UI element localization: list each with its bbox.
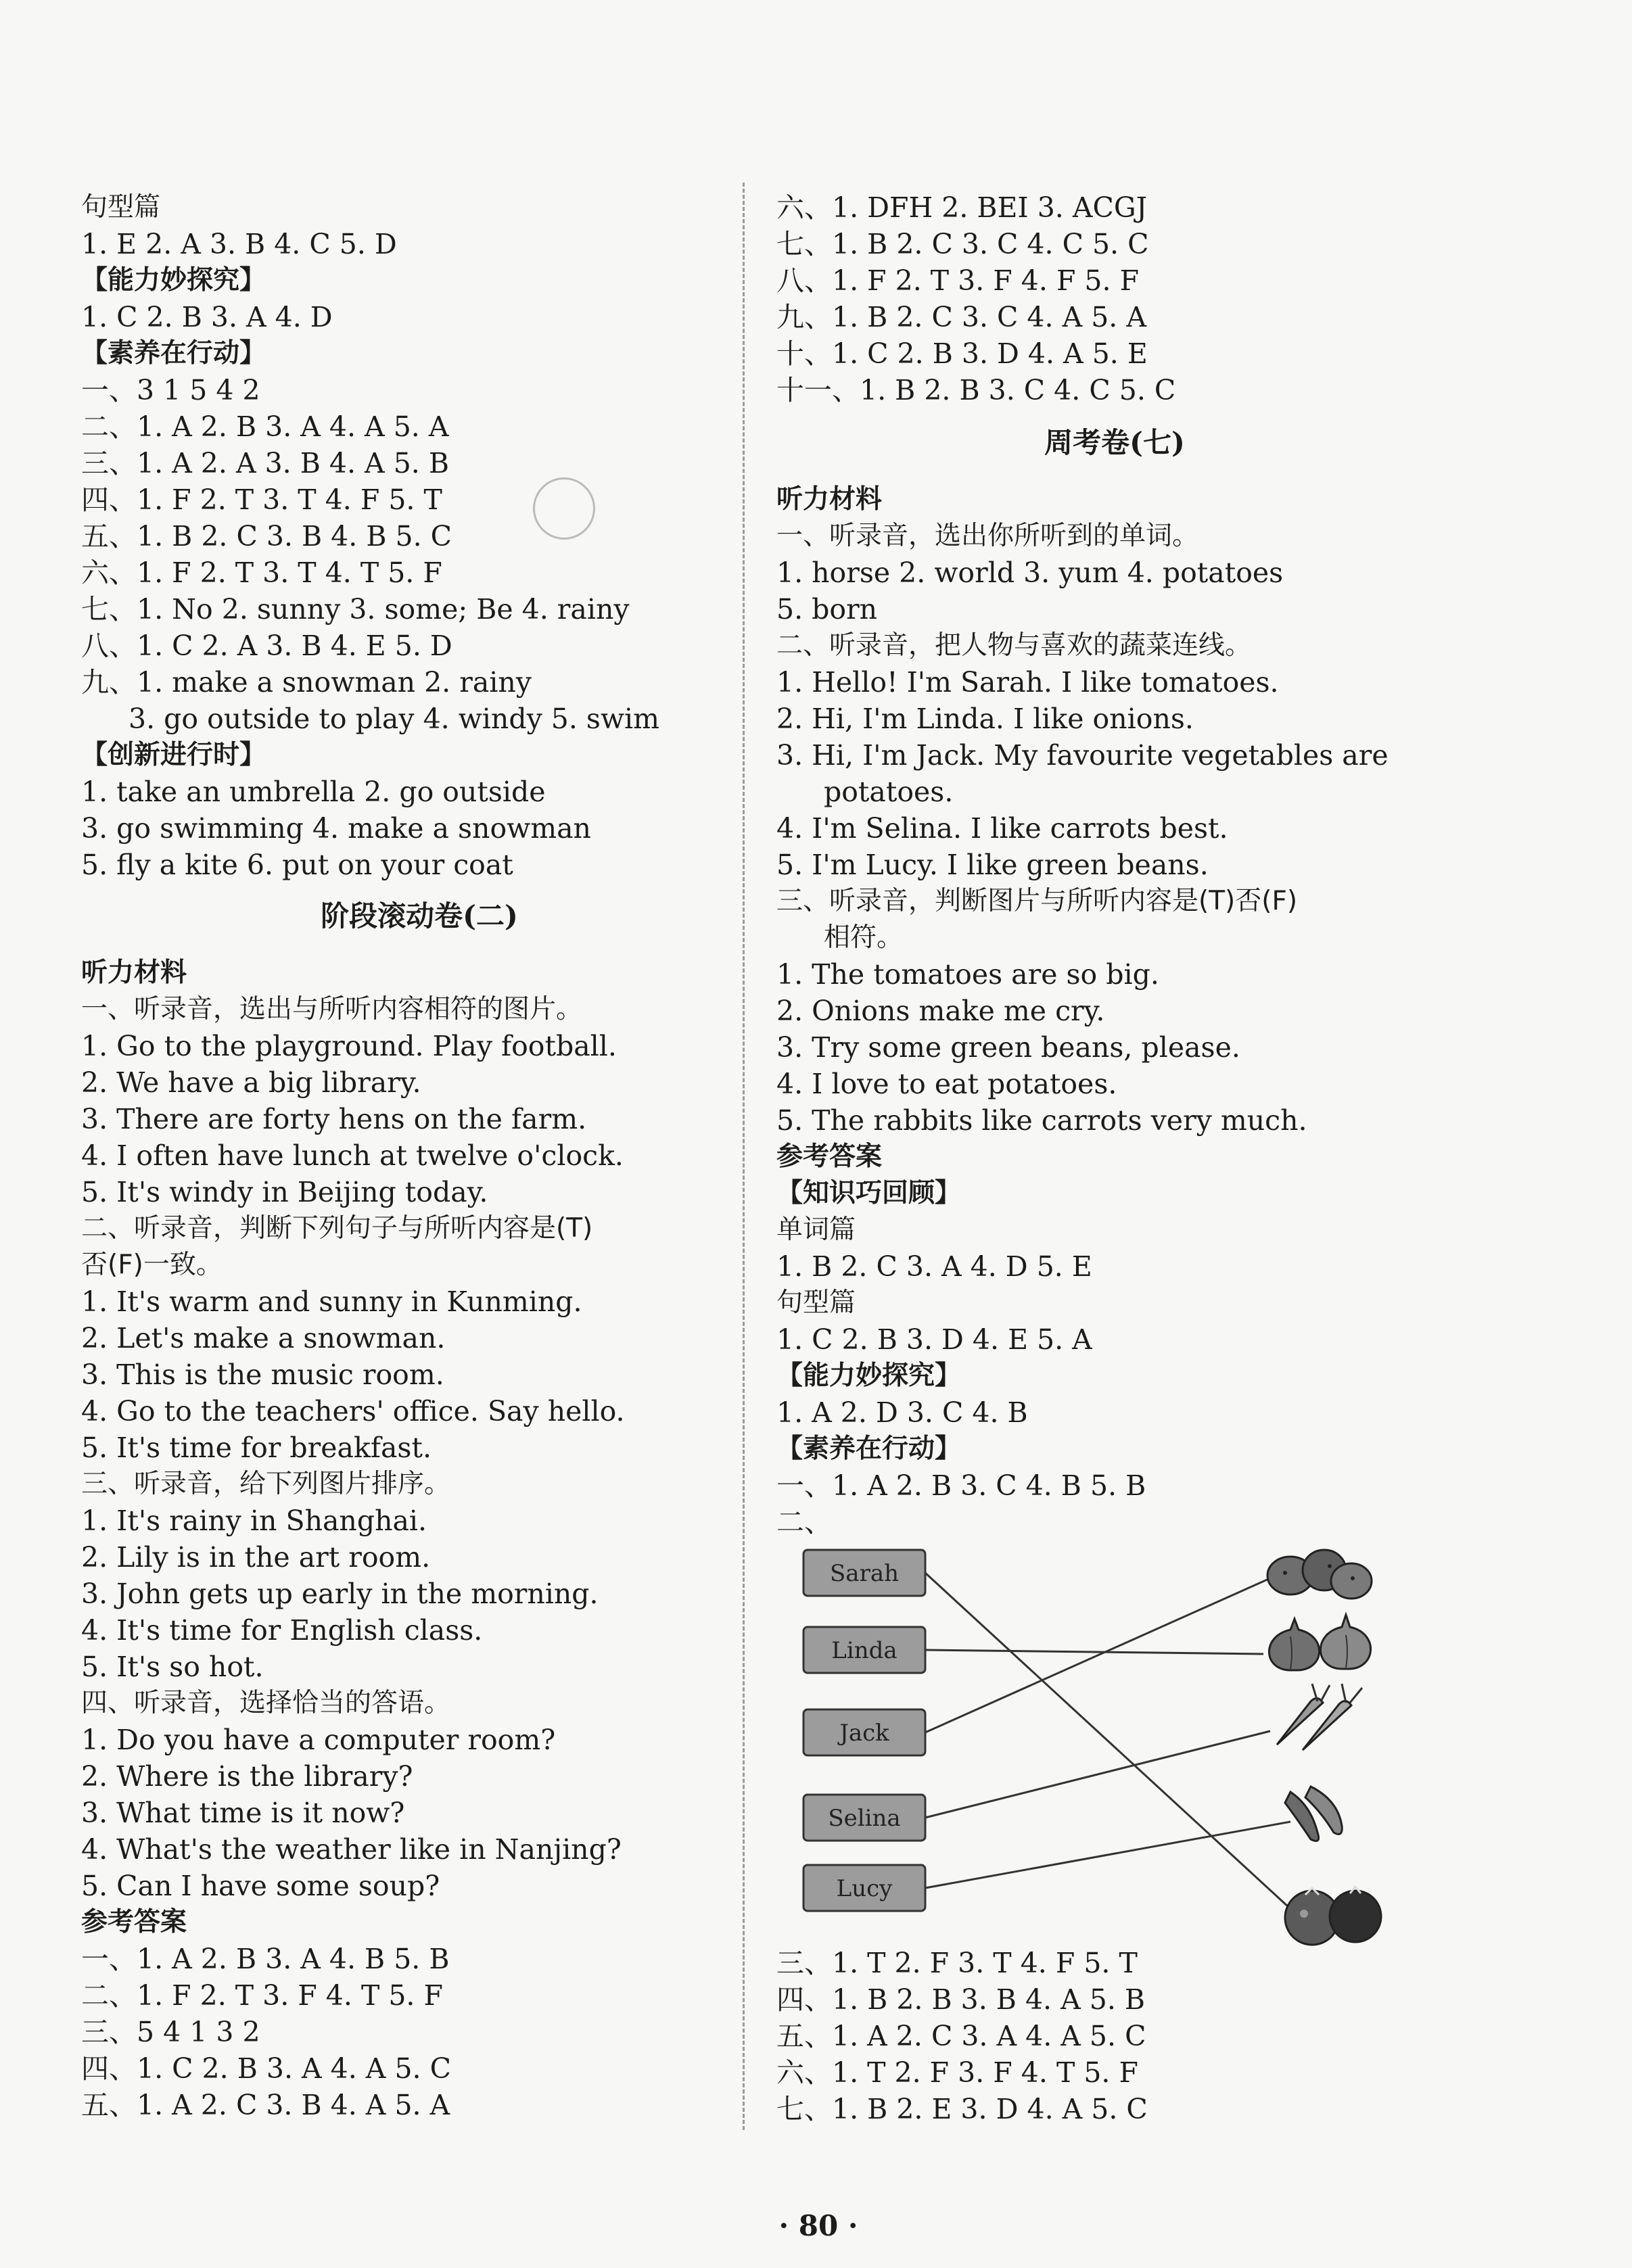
script-line: 1. The tomatoes are so big.	[776, 958, 1159, 991]
section-heading: 参考答案	[776, 1141, 883, 1172]
answer-line: 八、1. C 2. A 3. B 4. E 5. D	[81, 630, 452, 662]
answer-line: 十一、1. B 2. B 3. C 4. C 5. C	[776, 374, 1176, 406]
carrots-icon	[1277, 1684, 1362, 1750]
script-line: 5. It's so hot.	[81, 1651, 264, 1683]
answer-line: 1. C 2. B 3. D 4. E 5. A	[776, 1323, 1092, 1356]
name-label: Linda	[831, 1637, 897, 1664]
potatoes-icon	[1267, 1550, 1372, 1599]
name-label: Lucy	[836, 1875, 893, 1902]
section-heading: 【能力妙探究】	[776, 1361, 962, 1391]
answer-line: 1. E 2. A 3. B 4. C 5. D	[81, 228, 397, 260]
script-line: 3. John gets up early in the morning.	[81, 1578, 599, 1610]
script-line: 2. Where is the library?	[81, 1760, 413, 1793]
script-line: 4. I'm Selina. I like carrots best.	[776, 812, 1228, 845]
answer-line: 5. fly a kite 6. put on your coat	[81, 849, 513, 881]
matching-diagram	[776, 1535, 1426, 1954]
green-beans-icon	[1285, 1787, 1342, 1841]
script-line: 3. There are forty hens on the farm.	[81, 1103, 587, 1135]
answer-line: 一、1. A 2. B 3. C 4. B 5. B	[776, 1469, 1146, 1502]
instruction-line: 三、听录音，给下列图片排序。	[81, 1469, 451, 1499]
instruction-line: 二、听录音，判断下列句子与所听内容是(T)	[81, 1213, 593, 1244]
name-box-jack	[803, 1709, 925, 1755]
section-heading: 听力材料	[81, 958, 187, 988]
answer-line: 四、1. B 2. B 3. B 4. A 5. B	[776, 1983, 1146, 2016]
answer-line: 3. go swimming 4. make a snowman	[81, 812, 591, 845]
answer-line: 七、1. B 2. E 3. D 4. A 5. C	[776, 2093, 1148, 2125]
name-box-linda	[803, 1627, 925, 1673]
test-title: 周考卷(七)	[1044, 426, 1185, 459]
script-line: 5. It's time for breakfast.	[81, 1432, 432, 1464]
section-heading: 听力材料	[776, 484, 883, 515]
answer-line: 九、1. B 2. C 3. C 4. A 5. A	[776, 301, 1146, 333]
script-line: 3. What time is it now?	[81, 1797, 405, 1829]
answer-line: 二、	[776, 1506, 832, 1538]
tomatoes-icon	[1285, 1887, 1381, 1945]
name-label: Sarah	[830, 1560, 899, 1587]
script-line: 2. Lily is in the art room.	[81, 1541, 431, 1574]
answer-line: 七、1. No 2. sunny 3. some; Be 4. rainy	[81, 593, 630, 625]
script-line: 1. Hello! I'm Sarah. I like tomatoes.	[776, 666, 1279, 699]
script-line: 5. The rabbits like carrots very much.	[776, 1104, 1307, 1137]
answer-line: 1. take an umbrella 2. go outside	[81, 776, 546, 808]
section-heading: 【素养在行动】	[81, 338, 266, 369]
answer-line: 五、1. A 2. C 3. A 4. A 5. C	[776, 2020, 1146, 2052]
script-line: 1. Go to the playground. Play football.	[81, 1030, 617, 1062]
answer-line: 五、1. B 2. C 3. B 4. B 5. C	[81, 520, 452, 552]
instruction-line: 相符。	[824, 922, 904, 953]
script-line: 2. Hi, I'm Linda. I like onions.	[776, 703, 1194, 735]
script-line: 4. It's time for English class.	[81, 1614, 483, 1647]
answer-line: 六、1. DFH 2. BEI 3. ACGJ	[776, 191, 1148, 224]
answer-line: 二、1. A 2. B 3. A 4. A 5. A	[81, 410, 449, 443]
script-line: 1. horse 2. world 3. yum 4. potatoes	[776, 557, 1284, 589]
script-line: 2. Let's make a snowman.	[81, 1322, 446, 1354]
answer-line: 八、1. F 2. T 3. F 4. F 5. F	[776, 264, 1140, 297]
section-heading: 【创新进行时】	[81, 740, 266, 770]
instruction-line: 二、听录音，把人物与喜欢的蔬菜连线。	[776, 630, 1252, 661]
answer-line: 三、5 4 1 3 2	[81, 2016, 260, 2048]
name-label: Selina	[828, 1805, 901, 1832]
stamp-mark	[533, 477, 595, 540]
answer-line: 3. go outside to play 4. windy 5. swim	[129, 703, 660, 735]
script-line: 2. Onions make me cry.	[776, 995, 1105, 1027]
onions-icon	[1269, 1615, 1370, 1670]
section-label: 句型篇	[776, 1287, 856, 1318]
answer-line: 七、1. B 2. C 3. C 4. C 5. C	[776, 228, 1149, 260]
answer-line: 六、1. F 2. T 3. T 4. T 5. F	[81, 557, 442, 589]
instruction-line: 一、听录音，选出与所听内容相符的图片。	[81, 994, 583, 1024]
instruction-line: 四、听录音，选择恰当的答语。	[81, 1688, 451, 1718]
script-line: potatoes.	[824, 776, 954, 808]
answer-line: 三、1. A 2. A 3. B 4. A 5. B	[81, 447, 449, 479]
script-line: 3. Try some green beans, please.	[776, 1031, 1240, 1064]
script-line: 4. Go to the teachers' office. Say hello.	[81, 1395, 625, 1427]
script-line: 3. This is the music room.	[81, 1359, 444, 1391]
instruction-line: 三、听录音，判断图片与所听内容是(T)否(F)	[776, 886, 1298, 916]
match-line-sarah	[925, 1573, 1297, 1915]
answer-line: 四、1. C 2. B 3. A 4. A 5. C	[81, 2052, 451, 2085]
column-divider	[743, 183, 745, 2130]
test-title: 阶段滚动卷(二)	[321, 899, 518, 932]
script-line: 5. Can I have some soup?	[81, 1870, 440, 1902]
name-box-sarah	[803, 1550, 925, 1596]
page-number: · 80 ·	[778, 2209, 858, 2242]
match-line-jack	[925, 1578, 1270, 1732]
script-line: 1. Do you have a computer room?	[81, 1724, 556, 1756]
answer-line: 十、1. C 2. B 3. D 4. A 5. E	[776, 337, 1148, 370]
name-box-lucy	[803, 1865, 925, 1911]
script-line: 5. I'm Lucy. I like green beans.	[776, 849, 1209, 881]
script-line: 1. It's rainy in Shanghai.	[81, 1505, 427, 1537]
section-label: 句型篇	[81, 192, 161, 222]
answer-line: 三、1. T 2. F 3. T 4. F 5. T	[776, 1947, 1138, 1979]
match-line-linda	[925, 1650, 1263, 1654]
section-label: 单词篇	[776, 1214, 856, 1245]
script-line: 4. I love to eat potatoes.	[776, 1068, 1117, 1100]
match-line-selina	[925, 1731, 1270, 1818]
section-heading: 【能力妙探究】	[81, 265, 266, 296]
script-line: 4. I often have lunch at twelve o'clock.	[81, 1139, 624, 1172]
answer-line: 一、3 1 5 4 2	[81, 374, 260, 406]
section-heading: 【素养在行动】	[776, 1434, 962, 1464]
name-label: Jack	[839, 1720, 889, 1747]
script-line: 1. It's warm and sunny in Kunming.	[81, 1285, 582, 1318]
name-box-selina	[803, 1795, 925, 1841]
script-line: 3. Hi, I'm Jack. My favourite vegetables are	[776, 739, 1389, 772]
answer-line: 五、1. A 2. C 3. B 4. A 5. A	[81, 2089, 450, 2121]
section-heading: 【知识巧回顾】	[776, 1178, 962, 1208]
answer-line: 二、1. F 2. T 3. F 4. T 5. F	[81, 1979, 443, 2012]
section-heading: 参考答案	[81, 1907, 187, 1937]
answer-line: 六、1. T 2. F 3. F 4. T 5. F	[776, 2056, 1138, 2089]
answer-line: 1. C 2. B 3. A 4. D	[81, 301, 333, 333]
script-line: 2. We have a big library.	[81, 1066, 421, 1099]
script-line: 4. What's the weather like in Nanjing?	[81, 1833, 622, 1866]
answer-line: 一、1. A 2. B 3. A 4. B 5. B	[81, 1943, 450, 1975]
instruction-line: 否(F)一致。	[81, 1250, 223, 1280]
answer-line: 1. B 2. C 3. A 4. D 5. E	[776, 1250, 1092, 1283]
script-line: 5. born	[776, 593, 878, 625]
answer-line: 四、1. F 2. T 3. T 4. F 5. T	[81, 483, 442, 516]
script-line: 5. It's windy in Beijing today.	[81, 1176, 488, 1208]
instruction-line: 一、听录音，选出你所听到的单词。	[776, 521, 1199, 551]
match-line-lucy	[925, 1822, 1290, 1888]
answer-line: 1. A 2. D 3. C 4. B	[776, 1396, 1028, 1429]
answer-line: 九、1. make a snowman 2. rainy	[81, 666, 532, 699]
